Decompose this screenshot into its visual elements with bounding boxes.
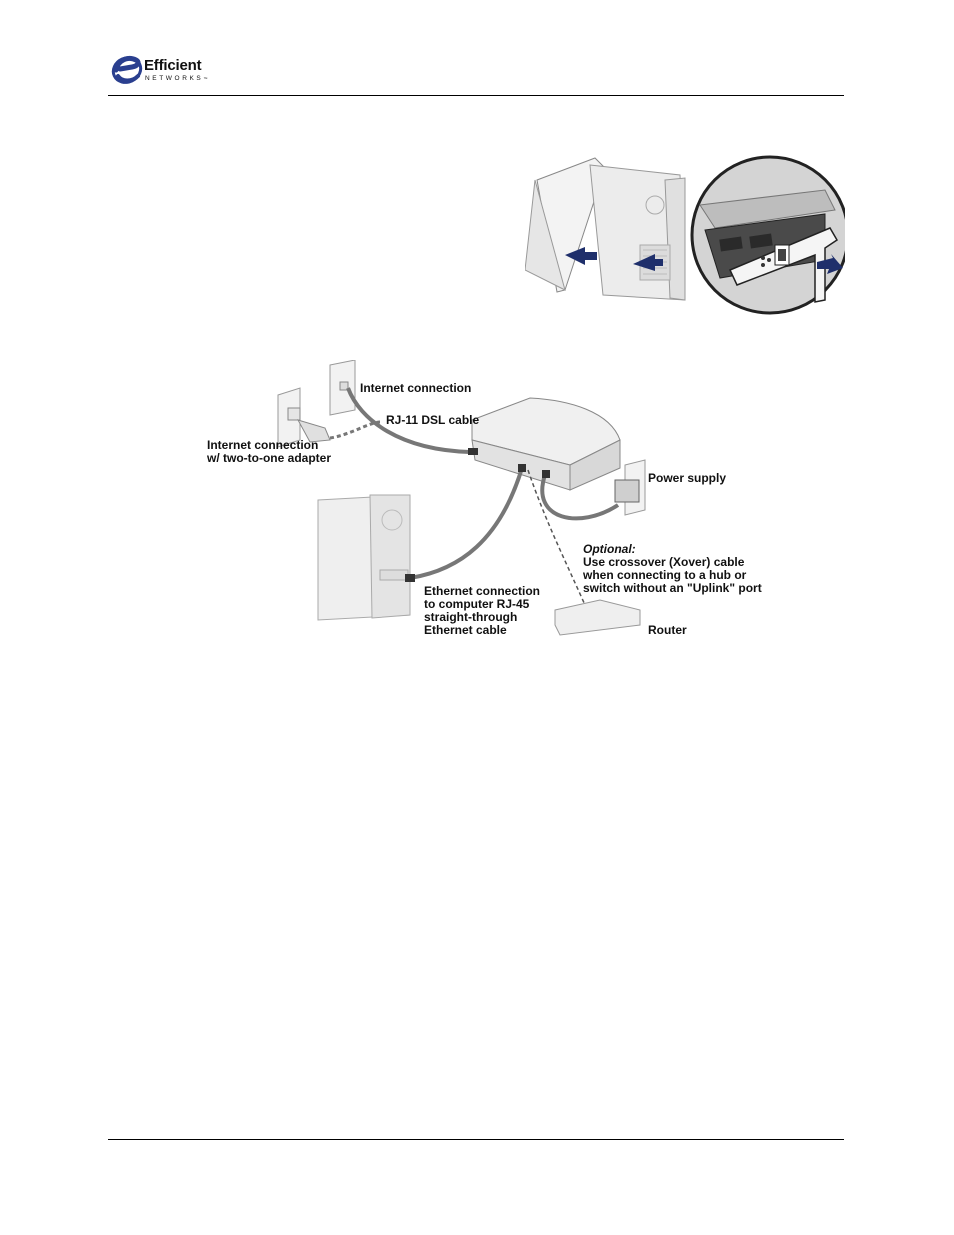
- label-rj11-cable: RJ-11 DSL cable: [386, 413, 480, 427]
- label-router: Router: [648, 623, 687, 637]
- computer-tower-icon: [318, 495, 410, 620]
- logo-wordmark: Efficient: [144, 57, 202, 74]
- company-logo: [108, 48, 228, 88]
- footer-rule: [108, 1139, 844, 1140]
- router-icon: [555, 600, 640, 635]
- label-optional-note: Optional: Use crossover (Xover) cable when connecting to a hub or switch without an "Uplink" port: [583, 542, 762, 595]
- expansion-card-icon: [692, 157, 845, 313]
- wall-jack-icon: [330, 360, 355, 415]
- label-power-supply: Power supply: [648, 471, 727, 485]
- header-rule: [108, 95, 844, 96]
- logo-subtitle: NETWORKS™: [145, 75, 208, 82]
- computer-tower-icon: [590, 165, 685, 300]
- label-ethernet-connection: Ethernet connection to computer RJ-45 straight-through Ethernet cable: [424, 584, 541, 637]
- ethernet-cable: [410, 468, 522, 578]
- label-adapter: Internet connection w/ two-to-one adapter: [207, 438, 331, 465]
- card-installation-figure: [525, 150, 845, 320]
- adapter-cable: [330, 422, 380, 438]
- label-internet-connection: Internet connection: [360, 381, 472, 395]
